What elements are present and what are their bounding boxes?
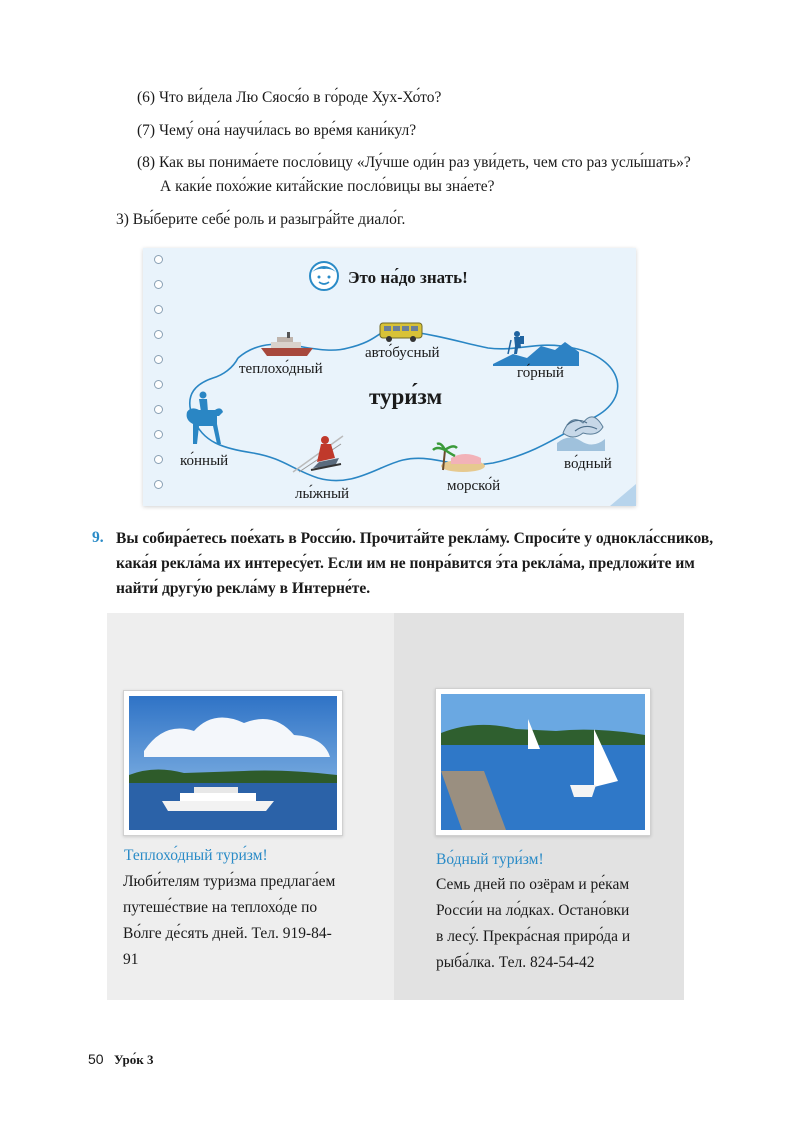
mountain-hiker-icon xyxy=(493,328,579,366)
label-morskoy: морско́й xyxy=(447,478,501,494)
ad-right-line: Росси́и на ло́дках. Остано́вки xyxy=(436,902,630,919)
ad-left-line: Люби́телям тури́зма предлага́ем xyxy=(123,873,336,890)
ad-right-line: рыба́лка. Тел. 824-54-42 xyxy=(436,954,595,971)
info-card xyxy=(143,248,636,506)
beach-palm-icon xyxy=(431,440,487,474)
label-gorny: го́рный xyxy=(517,365,564,381)
card-center-word: тури́зм xyxy=(369,384,443,409)
task-line-3: найти́ другу́ю рекла́му в Интерне́те. xyxy=(116,580,371,597)
horse-rider-icon xyxy=(181,390,227,448)
label-lyzhny: лы́жный xyxy=(295,486,350,502)
task-line-1: Вы собира́етесь пое́хать в Росси́ю. Прочита́йте рекла́му. Спроси́те у однокла́ссников, xyxy=(116,530,714,547)
ad-left-title: Теплохо́дный тури́зм! xyxy=(124,847,268,864)
ad-right-line: Семь дней по озёрам и ре́кам xyxy=(436,876,630,893)
river-cruise-photo xyxy=(123,690,343,836)
water-rafting-icon xyxy=(553,403,609,453)
task-number: 9. xyxy=(92,529,104,546)
label-konny: ко́нный xyxy=(180,453,229,469)
page-curl xyxy=(610,484,636,506)
river-cruise-image xyxy=(124,691,342,835)
bus-icon xyxy=(378,320,424,344)
lesson-label: Уро́к 3 xyxy=(114,1052,154,1067)
ad-left-body xyxy=(123,869,335,973)
ad-left-line: 91 xyxy=(123,951,139,968)
task-line-2: кака́я рекла́ма их интересу́ет. Если им не понра́вится э́та рекла́ма, предложи́те им xyxy=(116,555,695,572)
question-8: (8) Как вы понима́ете посло́вицу «Лу́чше оди́н раз уви́деть, чем сто раз услы́шать»? xyxy=(137,154,691,171)
label-teplohodny: теплохо́дный xyxy=(239,361,323,377)
question-7: (7) Чему́ она́ научи́лась во вре́мя кани́кул? xyxy=(137,122,417,139)
page-number: 50 xyxy=(88,1051,104,1067)
label-vodny: во́дный xyxy=(564,456,612,472)
card-title: Это на́до знать! xyxy=(348,268,468,287)
step-3-instruction: 3) Вы́берите себе́ роль и разыгра́йте диало́г. xyxy=(116,211,406,228)
question-6: (6) Что ви́дела Лю Сяося́о в го́роде Хух-Хо́то? xyxy=(137,89,442,106)
question-8-continued: А каки́е похо́жие кита́йские посло́вицы вы зна́ете? xyxy=(160,178,495,195)
ad-right-line: в лесу́. Прекра́сная приро́да и xyxy=(436,928,631,945)
ad-left-line: Во́лге де́сять дней. Тел. 919-84- xyxy=(123,925,332,942)
ad-left-line: путеше́ствие на теплохо́де по xyxy=(123,899,318,916)
sailboats-photo xyxy=(435,688,651,836)
ad-right-body xyxy=(436,872,630,976)
motor-ship-icon xyxy=(259,330,315,358)
label-avtobusny: авто́бусный xyxy=(365,345,440,361)
sailboats-image xyxy=(436,689,650,835)
ad-right-title: Во́дный тури́зм! xyxy=(436,851,544,868)
skier-icon xyxy=(291,432,345,474)
